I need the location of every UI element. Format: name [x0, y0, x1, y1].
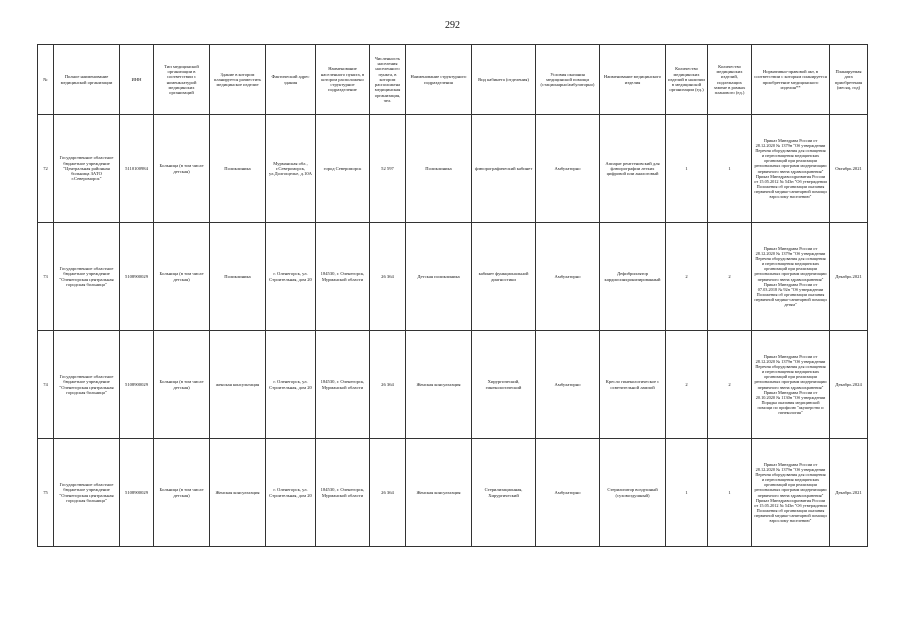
- inn-cell: 5108900029: [120, 439, 154, 547]
- conditions-cell: Амбулаторно: [536, 331, 600, 439]
- organization-type: Больница (в том числе детская): [154, 331, 210, 439]
- organization-type: Больница (в том числе детская): [154, 223, 210, 331]
- column-header: №: [38, 45, 54, 115]
- organization-type: Больница (в том числе детская): [154, 115, 210, 223]
- device-cell: Кресло гинекологическое с осветительной лампой: [600, 331, 666, 439]
- unit-cell: Поликлиника: [406, 115, 472, 223]
- column-header: Наименование населенного пункта, в котором расположено структурное подразделение: [316, 45, 370, 115]
- address-cell: г. Оленегорск, ул. Строительная, дом 20: [266, 331, 316, 439]
- device-cell: Стерилизатор воздушный (суховоздушный): [600, 439, 666, 547]
- qty-replace-cell: 2: [708, 331, 752, 439]
- qty-have-cell: 1: [666, 439, 708, 547]
- column-header: Вид кабинета (отделения): [472, 45, 536, 115]
- organization-type: Больница (в том числе детская): [154, 439, 210, 547]
- row-number: 75: [38, 439, 54, 547]
- device-cell: Дефибриллятор кардиосинхронизированный: [600, 223, 666, 331]
- building-cell: Поликлиника: [210, 223, 266, 331]
- table-row: [38, 439, 868, 547]
- population-cell: 26 364: [370, 331, 406, 439]
- cabinet-cell: Хирургический, гинекологический: [472, 331, 536, 439]
- table-row: [38, 115, 868, 223]
- purchase-date-cell: Декабрь 2021: [830, 439, 868, 547]
- address-cell: г. Оленегорск, ул. Строительная, дом 20: [266, 439, 316, 547]
- population-cell: 26 364: [370, 439, 406, 547]
- qty-replace-cell: 1: [708, 115, 752, 223]
- locality-cell: 184530, г. Оленегорск, Мурманской области: [316, 331, 370, 439]
- column-header: Планируемая дата приобретения (месяц, год): [830, 45, 868, 115]
- locality-cell: 184530, г. Оленегорск, Мурманской области: [316, 223, 370, 331]
- column-header: Количество медицинских изделий, подлежащих замене в рамках планового (ед.): [708, 45, 752, 115]
- legal-act-cell: Приказ Минздрава России от 28.12.2020 № 1379н "Об утверждении Перечня оборудования для оснащения и переоснащения медицинских организаций при реализации региональных программ модернизации первичного звена здравоохранения" Приказ Минздрава России от 20.10.2020 № 1130н "Об утверждении Порядка оказания медицинской помощи по профилю "акушерство и гинекология": [752, 331, 830, 439]
- inn-cell: 5108900029: [120, 223, 154, 331]
- population-cell: 26 364: [370, 223, 406, 331]
- table-row: [38, 331, 868, 439]
- purchase-date-cell: Декабрь 2021: [830, 223, 868, 331]
- column-header: Наименование медицинского изделия: [600, 45, 666, 115]
- cabinet-cell: Стерилизационная, Хирургический: [472, 439, 536, 547]
- address-cell: г. Оленегорск, ул. Строительная, дом 20: [266, 223, 316, 331]
- organization-name: Государственное областное бюджетное учреждение "Оленегорская центральная городская больница": [54, 331, 120, 439]
- row-number: 74: [38, 331, 54, 439]
- column-header: ИНН: [120, 45, 154, 115]
- table-row: [38, 223, 868, 331]
- inn-cell: 5110100984: [120, 115, 154, 223]
- purchase-date-cell: Октябрь 2021: [830, 115, 868, 223]
- inn-cell: 5108900029: [120, 331, 154, 439]
- column-header: Наименование структурного подразделения: [406, 45, 472, 115]
- unit-cell: Детская поликлиника: [406, 223, 472, 331]
- address-cell: Мурманская обл., г.Североморск, ул.Долгощелье, д.10А: [266, 115, 316, 223]
- qty-replace-cell: 1: [708, 439, 752, 547]
- locality-cell: 184530, г. Оленегорск, Мурманской области: [316, 439, 370, 547]
- legal-act-cell: Приказ Минздрава России от 28.12.2020 № 1379н "Об утверждении Перечня оборудования для оснащения и переоснащения медицинских организаций при реализации региональных программ модернизации первичного звена здравоохранения" Приказ Минздравсоцразвития России от 15.05.2012 № 543н "Об утверждении Положения об организации оказания первичной медико-санитарной помощи взрослому населению": [752, 115, 830, 223]
- conditions-cell: Амбулаторно: [536, 223, 600, 331]
- legal-act-cell: Приказ Минздрава России от 28.12.2020 № 1379н "Об утверждении Перечня оборудования для оснащения и переоснащения медицинских организаций при реализации региональных программ модернизации первичного звена здравоохранения" Приказ Минздравсоцразвития России от 15.05.2012 № 543н "Об утверждении Положения об организации оказания первичной медико-санитарной помощи взрослому населению": [752, 439, 830, 547]
- conditions-cell: Амбулаторно: [536, 439, 600, 547]
- page-number: 292: [445, 20, 460, 31]
- legal-act-cell: Приказ Минздрава России от 28.12.2020 № 1379н "Об утверждении Перечня оборудования для оснащения и переоснащения медицинских организаций при реализации региональных программ модернизации первичного звена здравоохранения" Приказ Минздрава России от 07.03.2018 № 92н "Об утверждении Положения об организации оказания первичной медико-санитарной помощи детям": [752, 223, 830, 331]
- building-cell: женская консультация: [210, 331, 266, 439]
- organization-name: Государственное областное бюджетное учреждение "Оленегорская центральная городская больница": [54, 439, 120, 547]
- cabinet-cell: флюорографический кабинет: [472, 115, 536, 223]
- column-header: Количество медицинских изделий в наличии в медицинской организации (ед.): [666, 45, 708, 115]
- unit-cell: Женская консультация: [406, 331, 472, 439]
- building-cell: Женская консультация: [210, 439, 266, 547]
- conditions-cell: Амбулаторно: [536, 115, 600, 223]
- population-cell: 52 597: [370, 115, 406, 223]
- qty-replace-cell: 2: [708, 223, 752, 331]
- row-number: 73: [38, 223, 54, 331]
- device-cell: Аппарат рентгеновский для флюорографии легких цифровой или аналоговый: [600, 115, 666, 223]
- locality-cell: город Североморск: [316, 115, 370, 223]
- organization-name: Государственное областное бюджетное учреждение "Центральная районная больница ЗАТО г.Североморск": [54, 115, 120, 223]
- column-header: Нормативно-правовой акт, в соответствии с которым планируется приобретение медицинского изделия**: [752, 45, 830, 115]
- column-header: Условия оказания медицинской помощи (стационарно/амбулаторно): [536, 45, 600, 115]
- column-header: Полное наименование медицинской организации: [54, 45, 120, 115]
- row-number: 72: [38, 115, 54, 223]
- cabinet-cell: кабинет функциональной диагностики: [472, 223, 536, 331]
- qty-have-cell: 1: [666, 115, 708, 223]
- column-header: Численность населения населенного пункта, в котором расположена медицинская организация, чел.: [370, 45, 406, 115]
- qty-have-cell: 2: [666, 223, 708, 331]
- purchase-date-cell: Декабрь 2024: [830, 331, 868, 439]
- column-header: Фактический адрес здания: [266, 45, 316, 115]
- building-cell: Поликлиника: [210, 115, 266, 223]
- column-header: Здание в котором планируется разместить медицинское изделие: [210, 45, 266, 115]
- table-header-row: [38, 45, 868, 115]
- column-header: Тип медицинской организации в соответствии с номенклатурой медицинских организаций: [154, 45, 210, 115]
- equipment-register-table: [37, 44, 868, 547]
- unit-cell: Женская консультация: [406, 439, 472, 547]
- qty-have-cell: 2: [666, 331, 708, 439]
- organization-name: Государственное областное бюджетное учреждение "Оленегорская центральная городская больница": [54, 223, 120, 331]
